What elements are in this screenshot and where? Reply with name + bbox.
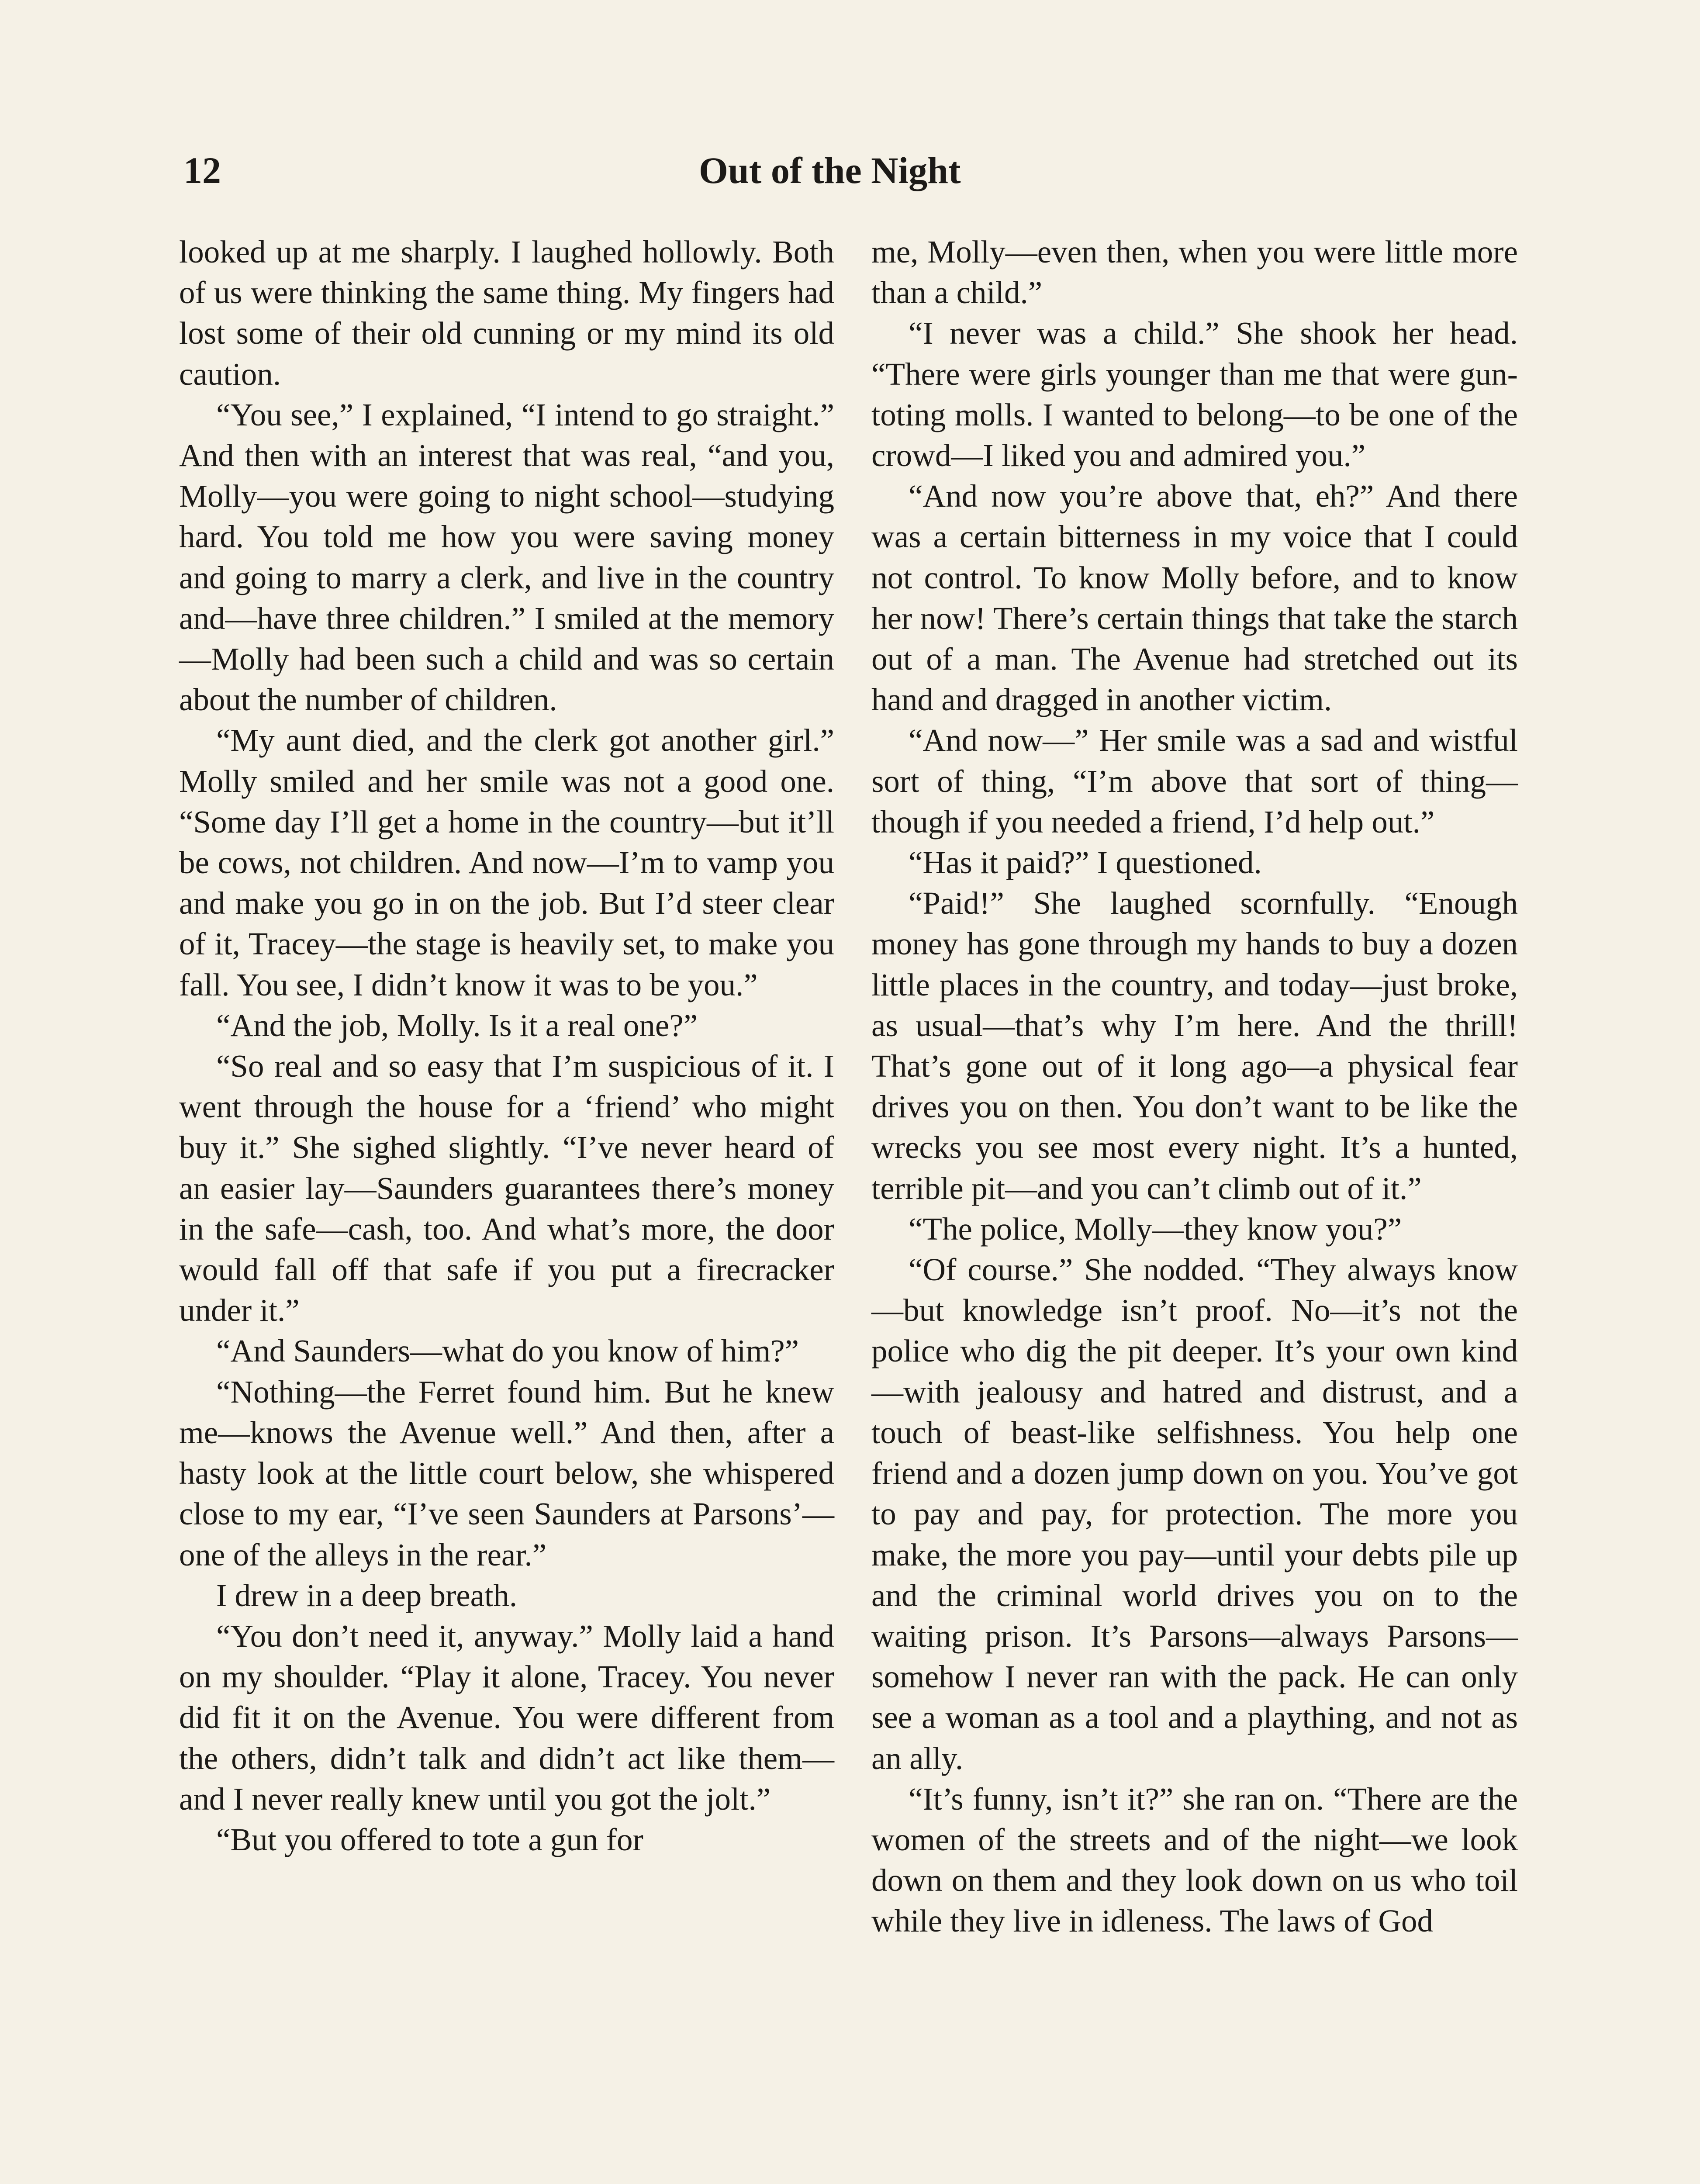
paragraph: “Of course.” She nodded. “They always know—but knowledge isn’t proof. No—it’s not the police who dig the pit deeper. It’s your own kind—with jealousy and hatred and distrust, and a touch of beast-like selfishness. You help one friend and a dozen jump down on you. You’ve got to pay and pay, for protection. The more you make, the more you pay—until your debts pile up and the criminal world drives you on to the waiting prison. It’s Parsons—always Parsons—somehow I never ran with the pack. He can only see a woman as a tool and a plaything, and not as an ally. xyxy=(871,1252,1518,1776)
paragraph: “The police, Molly—they know you?” xyxy=(909,1211,1402,1247)
paragraph: “Has it paid?” I questioned. xyxy=(909,845,1262,881)
paragraph: “I never was a child.” She shook her head. “There were girls younger than me that were gun-toting molls. I wanted to belong—to be one of the crowd—I liked you and admired you.” xyxy=(871,315,1518,473)
paragraph: “And Saunders—what do you know of him?” xyxy=(216,1333,799,1369)
paragraph: “Nothing—the Ferret found him. But he knew me—knows the Avenue well.” And then, after a hasty look at the little court below, she whispered close to my ear, “I’ve seen Saunders at Parsons’—one of the alleys in the rear.” xyxy=(179,1374,834,1572)
paragraph: “But you offered to tote a gun for xyxy=(216,1821,643,1857)
left-column xyxy=(179,232,834,1860)
paragraph: “And the job, Molly. Is it a real one?” xyxy=(216,1007,698,1043)
paragraph: “Paid!” She laughed scornfully. “Enough money has gone through my hands to buy a dozen little places in the country, and today—just broke, as usual—that’s why I’m here. And the thrill! That’s gone out of it long ago—a physical fear drives you on then. You don’t want to be like the wrecks you see most every night. It’s a hunted, terrible pit—and you can’t climb out of it.” xyxy=(871,885,1518,1206)
paragraph: “And now you’re above that, eh?” And there was a certain bitterness in my voice that I could not control. To know Molly before, and to know her now! There’s certain things that take the starch out of a man. The Avenue had stretched out its hand and dragged in another victim. xyxy=(871,478,1518,718)
paragraph: “And now—” Her smile was a sad and wistful sort of thing, “I’m above that sort of thing—though if you needed a friend, I’d help out.” xyxy=(871,722,1518,840)
running-title: Out of the Night xyxy=(699,149,961,191)
page-number: 12 xyxy=(183,149,221,191)
paragraph: “My aunt died, and the clerk got another girl.” Molly smiled and her smile was not a good one. “Some day I’ll get a home in the country—but it’ll be cows, not children. And now—I’m to vamp you and make you go in on the job. But I’d steer clear of it, Tracey—the stage is heavily set, to make you fall. You see, I didn’t know it was to be you.” xyxy=(179,722,834,1002)
paragraph: me, Molly—even then, when you were little more than a child.” xyxy=(871,234,1518,311)
paragraph: “You don’t need it, anyway.” Molly laid a hand on my shoulder. “Play it alone, Tracey. You never did fit it on the Avenue. You were different from the others, didn’t talk and didn’t act like them—and I never really knew until you got the jolt.” xyxy=(179,1618,834,1817)
paragraph: “So real and so easy that I’m suspicious of it. I went through the house for a ‘friend’ who might buy it.” She sighed slightly. “I’ve never heard of an easier lay—Saunders guarantees there’s money in the safe—cash, too. And what’s more, the door would fall off that safe if you put a firecracker under it.” xyxy=(179,1048,834,1328)
paragraph: looked up at me sharply. I laughed hollowly. Both of us were thinking the same thing. My fingers had lost some of their old cunning or my mind its old caution. xyxy=(179,234,834,392)
right-column xyxy=(871,232,1518,1942)
paragraph: I drew in a deep breath. xyxy=(216,1577,518,1613)
paragraph: “You see,” I explained, “I intend to go straight.” And then with an interest that was real, “and you, Molly—you were going to night school—studying hard. You told me how you were saving money and going to marry a clerk, and live in the country and—have three children.” I smiled at the memory—Molly had been such a child and was so certain about the number of children. xyxy=(179,397,834,718)
paragraph: “It’s funny, isn’t it?” she ran on. “There are the women of the streets and of the night—we look down on them and they look down on us who toil while they live in idleness. The laws of God xyxy=(871,1781,1518,1939)
